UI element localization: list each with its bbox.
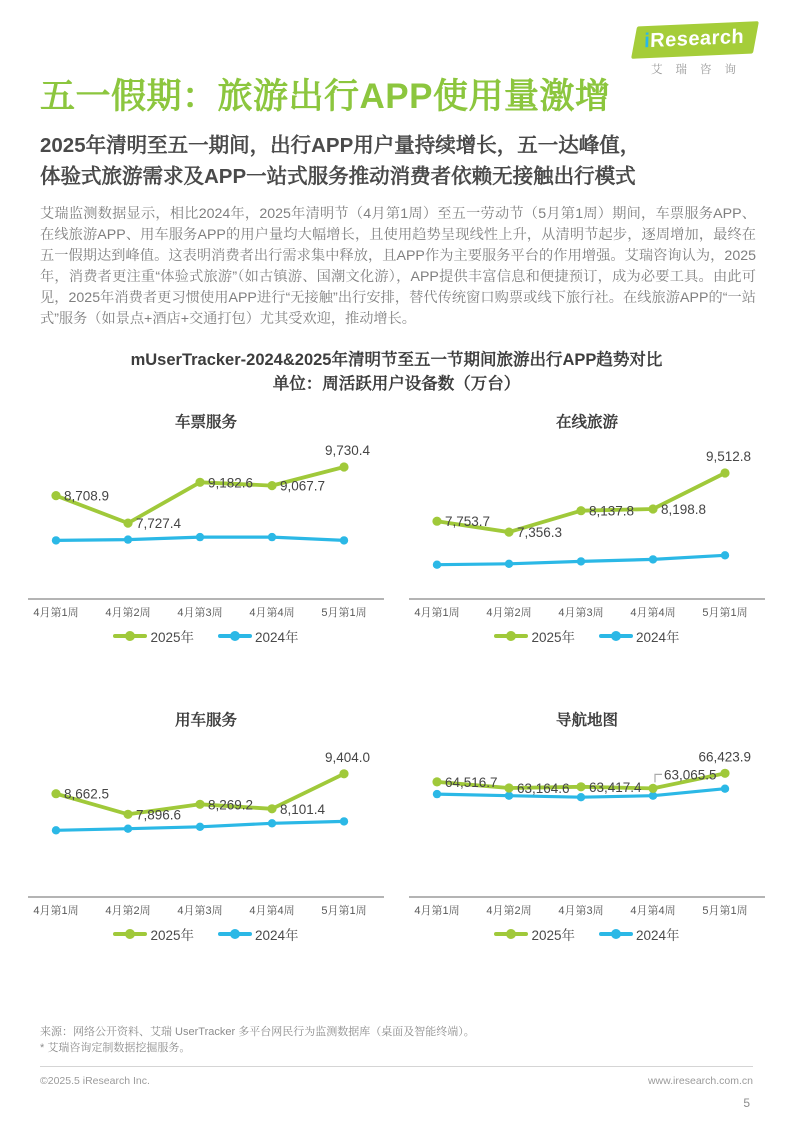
legend-item-2025 bbox=[494, 924, 575, 944]
chart-legend bbox=[20, 924, 392, 944]
chart-title: 在线旅游 bbox=[555, 414, 618, 431]
legend-item-2025 bbox=[113, 626, 194, 646]
svg-text:4月第4周: 4月第4周 bbox=[249, 905, 295, 917]
chart-block-title-line-1: mUserTracker-2024&2025年清明节至五一节期间旅游出行APP趋势对比 bbox=[130, 351, 663, 369]
page-number: 5 bbox=[743, 1096, 750, 1110]
svg-text:4月第4周: 4月第4周 bbox=[630, 607, 676, 619]
svg-text:4月第1周: 4月第1周 bbox=[414, 905, 460, 917]
legend-item-2025 bbox=[113, 924, 194, 944]
chart-title: 导航地图 bbox=[555, 712, 618, 729]
svg-text:4月第3周: 4月第3周 bbox=[558, 905, 604, 917]
website-link[interactable]: www.iresearch.com.cn bbox=[647, 1075, 753, 1087]
svg-text:5月第1周: 5月第1周 bbox=[321, 905, 367, 917]
svg-text:66,423.9: 66,423.9 bbox=[698, 749, 751, 765]
page-footer bbox=[40, 1024, 753, 1110]
svg-text:4月第2周: 4月第2周 bbox=[486, 607, 532, 619]
legend-marker-blue bbox=[218, 634, 252, 638]
svg-text:9,404.0: 9,404.0 bbox=[324, 749, 370, 765]
chart-block-title bbox=[0, 348, 793, 396]
svg-text:7,896.6: 7,896.6 bbox=[136, 807, 182, 823]
charts-grid bbox=[20, 410, 793, 944]
svg-text:8,662.5: 8,662.5 bbox=[64, 786, 110, 802]
svg-text:4月第2周: 4月第2周 bbox=[486, 905, 532, 917]
svg-text:9,730.4: 9,730.4 bbox=[324, 442, 370, 458]
chart-legend bbox=[401, 924, 773, 944]
subtitle-line-1: 2025年清明至五一期间，出行APP用户量持续增长，五一达峰值， bbox=[40, 134, 641, 157]
svg-text:5月第1周: 5月第1周 bbox=[702, 905, 748, 917]
legend-marker-blue bbox=[599, 634, 633, 638]
legend-label-2024: 2024年 bbox=[255, 630, 299, 645]
svg-text:9,067.7: 9,067.7 bbox=[280, 478, 326, 494]
legend-marker-blue bbox=[218, 932, 252, 936]
legend-item-2024 bbox=[218, 626, 299, 646]
svg-text:63,065.5: 63,065.5 bbox=[664, 767, 717, 783]
line-chart-car-service bbox=[28, 732, 384, 922]
svg-text:4月第1周: 4月第1周 bbox=[33, 607, 79, 619]
line-chart-ticket-service bbox=[28, 434, 384, 624]
legend-label-2024: 2024年 bbox=[255, 928, 299, 943]
svg-text:4月第4周: 4月第4周 bbox=[249, 607, 295, 619]
svg-text:4月第3周: 4月第3周 bbox=[558, 607, 604, 619]
body-paragraph: 艾瑞监测数据显示，相比2024年，2025年清明节（4月第1周）至五一劳动节（5月第1周）期间，车票服务APP、在线旅游APP、用车服务APP的用户量均大幅增长，且使用趋势呈现线性上升，从清明节起步，逐周增加，最终在五一假期达到峰值。这表明消费者出行需求集中释放，且APP作为主要服务平台的作用增强。艾瑞咨询认为，2025年，消费者更注重“体验式旅游”（如古镇游、国潮文化游），APP提供丰富信息和便捷预订，成为必要工具。由此可见，2025年消费者更习惯使用APP进行“无接触”出行安排，替代传统窗口购票或线下旅行社。在线旅游APP的“一站式”服务（如景点+酒店+交通打包）尤其受欢迎，推动增长。 bbox=[40, 206, 756, 327]
svg-text:5月第1周: 5月第1周 bbox=[702, 607, 748, 619]
svg-text:4月第2周: 4月第2周 bbox=[105, 607, 151, 619]
legend-label-2025: 2025年 bbox=[531, 928, 575, 943]
svg-text:4月第2周: 4月第2周 bbox=[105, 905, 151, 917]
svg-text:4月第1周: 4月第1周 bbox=[33, 905, 79, 917]
chart-legend bbox=[401, 626, 773, 646]
legend-label-2025: 2025年 bbox=[150, 928, 194, 943]
legend-label-2025: 2025年 bbox=[150, 630, 194, 645]
page-subtitle bbox=[40, 130, 753, 192]
svg-text:4月第3周: 4月第3周 bbox=[177, 607, 223, 619]
legend-label-2024: 2024年 bbox=[636, 928, 680, 943]
svg-text:8,198.8: 8,198.8 bbox=[661, 502, 707, 518]
svg-text:7,753.7: 7,753.7 bbox=[445, 514, 491, 530]
svg-text:4月第1周: 4月第1周 bbox=[414, 607, 460, 619]
svg-text:8,269.2: 8,269.2 bbox=[208, 797, 254, 813]
svg-text:64,516.7: 64,516.7 bbox=[445, 774, 498, 790]
source-note-line-1: 来源：网络公开资料、艾瑞 UserTracker 多平台网民行为监测数据库（桌面及智能终端）。 bbox=[40, 1026, 475, 1038]
legend-marker-green bbox=[494, 634, 528, 638]
chart-title: 车票服务 bbox=[174, 414, 237, 431]
svg-text:7,727.4: 7,727.4 bbox=[136, 516, 182, 532]
page-title: 五一假期：旅游出行APP使用量激增 bbox=[40, 77, 611, 116]
source-note-line-2: * 艾瑞咨询定制数据挖掘服务。 bbox=[40, 1042, 191, 1054]
legend-item-2024 bbox=[218, 924, 299, 944]
iresearch-logo-mark bbox=[631, 21, 759, 59]
legend-item-2024 bbox=[599, 924, 680, 944]
footer-divider bbox=[40, 1066, 753, 1067]
svg-text:7,356.3: 7,356.3 bbox=[517, 525, 563, 541]
chart-legend bbox=[20, 626, 392, 646]
svg-text:63,417.4: 63,417.4 bbox=[589, 779, 642, 795]
svg-text:9,182.6: 9,182.6 bbox=[208, 475, 254, 491]
chart-navigation-map bbox=[401, 708, 773, 944]
legend-marker-green bbox=[494, 932, 528, 936]
svg-text:4月第4周: 4月第4周 bbox=[630, 905, 676, 917]
svg-text:8,708.9: 8,708.9 bbox=[64, 488, 110, 504]
svg-text:4月第3周: 4月第3周 bbox=[177, 905, 223, 917]
legend-label-2025: 2025年 bbox=[531, 630, 575, 645]
svg-text:5月第1周: 5月第1周 bbox=[321, 607, 367, 619]
legend-label-2024: 2024年 bbox=[636, 630, 680, 645]
subtitle-line-2: 体验式旅游需求及APP一站式服务推动消费者依赖无接触出行模式 bbox=[40, 165, 636, 188]
chart-car-service bbox=[20, 708, 392, 944]
legend-item-2025 bbox=[494, 626, 575, 646]
legend-marker-green bbox=[113, 634, 147, 638]
copyright-text: ©2025.5 iResearch Inc. bbox=[40, 1075, 150, 1087]
legend-marker-green bbox=[113, 932, 147, 936]
line-chart-navigation-map bbox=[409, 732, 765, 922]
svg-text:9,512.8: 9,512.8 bbox=[705, 448, 751, 464]
svg-text:8,137.8: 8,137.8 bbox=[589, 503, 635, 519]
chart-block-title-line-2: 单位：周活跃用户设备数（万台） bbox=[272, 375, 521, 393]
chart-ticket-service bbox=[20, 410, 392, 646]
svg-text:8,101.4: 8,101.4 bbox=[280, 801, 326, 817]
legend-item-2024 bbox=[599, 626, 680, 646]
svg-text:63,164.6: 63,164.6 bbox=[517, 780, 570, 796]
logo-wordmark: Research bbox=[649, 25, 745, 52]
legend-marker-blue bbox=[599, 932, 633, 936]
iresearch-logo bbox=[631, 24, 759, 77]
logo-i-letter: i bbox=[643, 29, 651, 53]
chart-online-travel bbox=[401, 410, 773, 646]
chart-title: 用车服务 bbox=[174, 712, 237, 729]
line-chart-online-travel bbox=[409, 434, 765, 624]
logo-chinese-name: 艾瑞咨询 bbox=[651, 64, 749, 76]
